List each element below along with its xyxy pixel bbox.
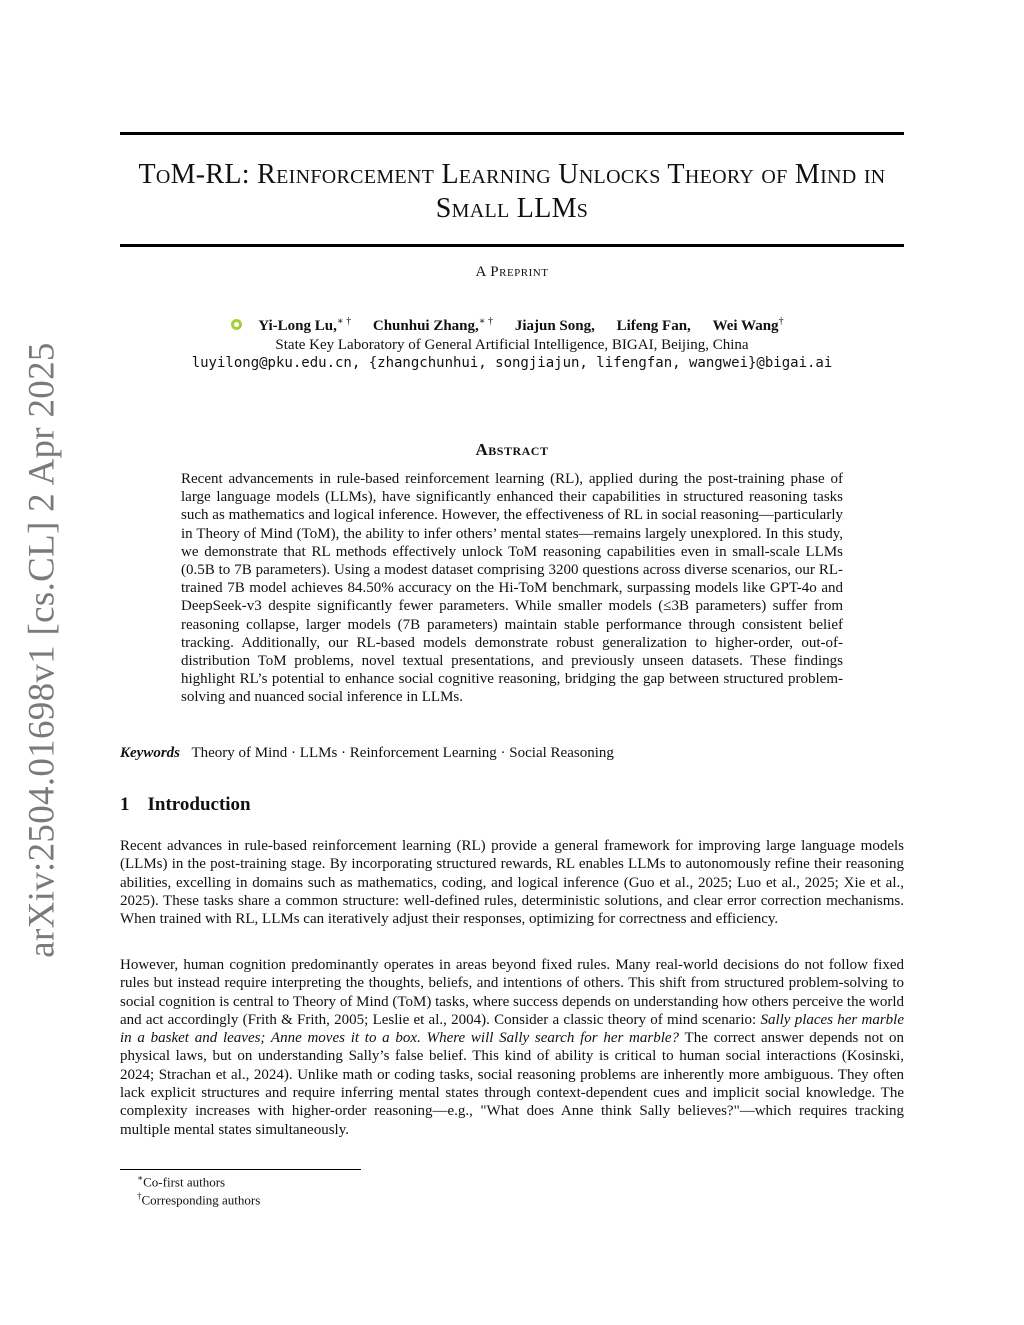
abstract-heading: Abstract (475, 440, 549, 459)
author: Yi-Long Lu,∗ † (258, 316, 352, 334)
affiliation: State Key Laboratory of General Artificial Intelligence, BIGAI, Beijing, China (275, 337, 749, 353)
title-rule-bottom (120, 244, 904, 247)
section-title: Introduction (147, 794, 251, 815)
footnote-corresponding: †Corresponding authors (137, 1191, 261, 1208)
abstract-text: Recent advancements in rule-based reinforcement learning (RL), applied during the post-training phase of large language models (LLMs), have significantly enhanced their capabilities in structured reasoning tasks such as mathematics and logical inference. However, the effectiveness of RL in social reasoning—particularly in Theory of Mind (ToM), the ability to infer others’ mental states—remains largely unexplored. In this study, we demonstrate that RL methods effectively unlock ToM reasoning capabilities even in small-scale LLMs (0.5B to 7B parameters). Using a modest dataset comprising 3200 questions across diverse scenarios, our RL-trained 7B model achieves 84.50% accuracy on the Hi-ToM benchmark, surpassing models like GPT-4o and DeepSeek-v3 despite significantly fewer parameters. While smaller models (≤3B parameters) suffer from reasoning collapse, larger models (7B parameters) maintain stable performance through consistent belief tracking. Additionally, our RL-based models demonstrate robust generalization to higher-order, out-of-distribution ToM problems, novel textual presentations, and previously unseen datasets. These findings highlight RL’s potential to enhance social cognitive reasoning, bridging the gap between structured problem-solving and nuanced social inference in LLMs. (181, 471, 843, 706)
section-heading-introduction (120, 794, 251, 816)
keywords-label: Keywords (120, 745, 180, 761)
sally-anne-example: Sally places her marble in a basket and leaves; Anne moves it to a box. Where will Sally search for her marble? (120, 1011, 904, 1047)
footnote-co-first: ∗Co-first authors (137, 1173, 226, 1190)
preprint-label: A Preprint (475, 264, 549, 280)
author-emails[interactable]: luyilong@pku.edu.cn, {zhangchunhui, songjiajun, lifengfan, wangwei}@bigai.ai (191, 355, 833, 371)
keywords (120, 745, 904, 762)
author: Jiajun Song, (514, 318, 595, 334)
orcid-icon[interactable] (231, 319, 242, 330)
paper-title: ToM-RL: Reinforcement Learning Unlocks Theory of Mind in Small LLMs (138, 159, 886, 224)
author-list (120, 316, 904, 335)
intro-paragraph-1: Recent advances in rule-based reinforcement learning (RL) provide a general framework for improving large language models (LLMs) in the post-training stage. By incorporating structured rewards, RL enables LLMs to autonomously refine their reasoning abilities, excelling in domains such as mathematics, coding, and logical inference (Guo et al., 2025; Luo et al., 2025; Xie et al., 2025). These tasks share a common structure: well-defined rules, deterministic solutions, and clear error correction mechanisms. When trained with RL, LLMs can iteratively adjust their responses, optimizing for correctness and efficiency. (120, 838, 904, 928)
section-number: 1 (120, 794, 130, 815)
author: Wei Wang† (712, 316, 784, 334)
intro-paragraph-2: However, human cognition predominantly operates in areas beyond fixed rules. Many real-world decisions do not follow fixed rules but instead require interpreting the thoughts, beliefs, and intentions of others. This shift from structured problem-solving to social cognition is central to Theory of Mind (ToM) tasks, where success depends on understanding how others perceive the world and act accordingly (Frith & Frith, 2005; Leslie et al., 2004). Consider a classic theory of mind scenario: Sally places her marble in a basket and leaves; Anne moves it to a box. Where will Sally search for her marble? The correct answer depends not on physical laws, but on understanding Sally’s false belief. This kind of ability is critical to human social interactions (Kosinski, 2024; Strachan et al., 2024). Unlike math or coding tasks, social reasoning problems are inherently more ambiguous. They often lack explicit structures and require inferring mental states through context-dependent cues and implicit social knowledge. The complexity increases with higher-order reasoning—e.g., "What does Anne think Sally believes?"—which requires tracking multiple mental states simultaneously. (120, 957, 904, 1138)
author: Lifeng Fan, (616, 318, 691, 334)
footnote-divider (120, 1169, 361, 1170)
author: Chunhui Zhang,∗ † (372, 316, 494, 334)
keywords-list: Theory of Mind · LLMs · Reinforcement Learning · Social Reasoning (191, 745, 614, 761)
arxiv-identifier: arXiv:2504.01698v1 [cs.CL] 2 Apr 2025 (21, 342, 63, 958)
title-rule-top (120, 132, 904, 135)
